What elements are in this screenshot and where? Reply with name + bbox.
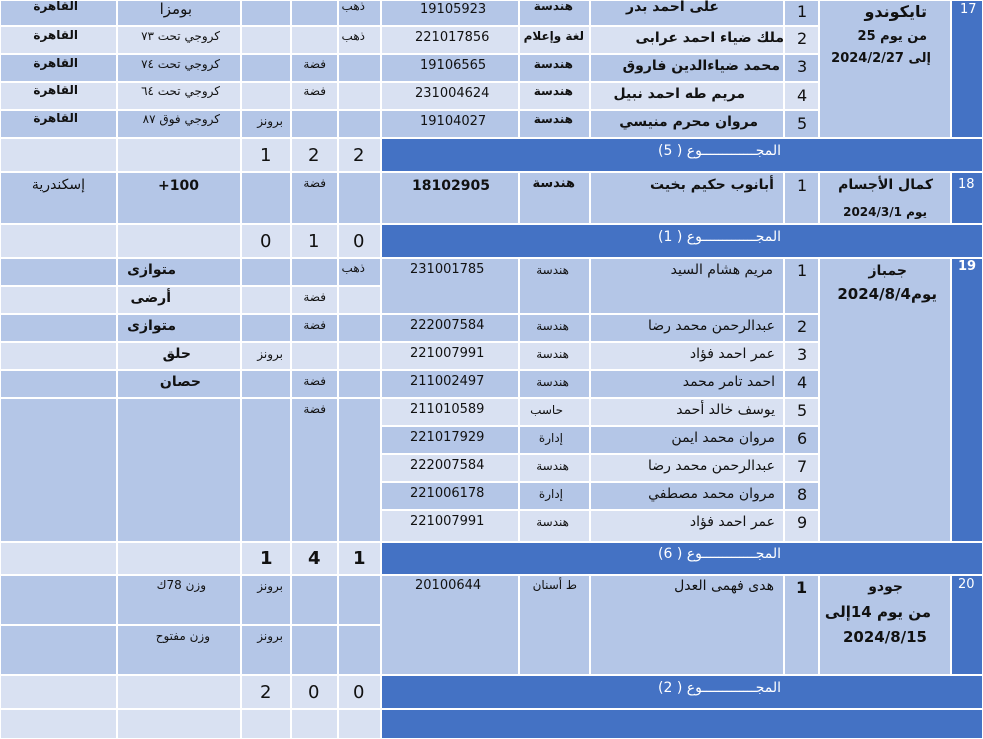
table-cell [241, 398, 291, 542]
row-index: 1 [797, 2, 808, 21]
city: القاهرة [33, 28, 78, 42]
total-bronze: 0 [260, 231, 272, 252]
total-silver: 0 [308, 682, 320, 703]
row-index: 9 [797, 513, 808, 532]
sport-date: إلى 2024/2/27 [831, 51, 931, 66]
row-index: 5 [797, 401, 808, 420]
row-index: 1 [796, 578, 808, 597]
sport-name: جودو [868, 579, 903, 595]
apparatus: حلق [162, 346, 191, 362]
table-cell [0, 286, 117, 314]
table-cell [241, 54, 291, 82]
row-index: 4 [797, 86, 808, 105]
city: إسكندرية [31, 177, 85, 193]
athlete-name: عمر احمد فؤاد [689, 514, 775, 530]
row-index: 5 [797, 114, 808, 133]
table-cell [0, 575, 117, 625]
total-bronze: 2 [260, 682, 272, 703]
medal-silver: فضة [303, 402, 326, 416]
total-bronze: 1 [260, 548, 273, 569]
medal-silver: فضة [303, 318, 326, 332]
medal-silver: فضة [303, 176, 326, 190]
student-id: 221017929 [410, 430, 485, 445]
medal-gold: ذهب [341, 29, 365, 43]
medal-silver: فضة [303, 374, 326, 388]
table-cell [0, 542, 117, 575]
table-cell [0, 224, 117, 258]
student-id: 222007584 [410, 458, 485, 473]
table-cell [291, 398, 338, 542]
table-cell [0, 709, 117, 739]
row-index: 4 [797, 373, 808, 392]
faculty: هندسة [532, 176, 575, 191]
table-cell [0, 138, 117, 172]
table-cell [291, 258, 338, 286]
table-cell [338, 314, 381, 342]
row-index: 6 [797, 429, 808, 448]
table-cell [291, 0, 338, 26]
athlete-name: مروان محمد مصطفي [648, 486, 775, 502]
weight-class: وزن 78ك [156, 578, 206, 592]
table-cell [338, 625, 381, 675]
table-cell [338, 709, 381, 739]
row-number: 20 [958, 577, 975, 592]
table-cell [241, 314, 291, 342]
sport-name: جمباز [868, 263, 907, 279]
faculty: هندسة [536, 319, 569, 333]
city: القاهرة [33, 56, 78, 70]
student-id: 19105923 [420, 2, 487, 17]
athlete-name: يوسف خالد أحمد [676, 402, 775, 418]
student-id: 18102905 [412, 178, 490, 194]
faculty: هندسة [536, 459, 569, 473]
medal-silver: فضة [303, 290, 326, 304]
table-cell [291, 575, 338, 625]
row-number-cell-19 [951, 258, 983, 542]
total-gold: 2 [353, 145, 365, 166]
faculty: هندسة [533, 112, 573, 126]
weight-class: +100 [158, 178, 199, 194]
student-id: 19104027 [420, 114, 487, 129]
sport-name: تايكوندو [864, 2, 927, 21]
row-index: 3 [797, 57, 808, 76]
athlete-name: محمد ضياءالدين فاروق [622, 58, 780, 74]
row-number: 17 [960, 2, 977, 17]
faculty: هندسة [536, 263, 569, 277]
table-cell [117, 138, 241, 172]
weight-class: كروجي تحت ٦٤ [141, 84, 220, 98]
total-silver: 4 [308, 548, 321, 569]
student-id: 211002497 [410, 374, 485, 389]
faculty: هندسة [533, 84, 573, 98]
student-id: 221006178 [410, 486, 485, 501]
table-cell [241, 709, 291, 739]
student-id: 20100644 [415, 578, 482, 593]
table-cell [117, 709, 241, 739]
athlete-name: هدى فهمى العدل [674, 578, 774, 594]
athlete-name: احمد تامر محمد [682, 374, 775, 390]
bottom-bar [381, 709, 983, 739]
athlete-name: عبدالرحمن محمد رضا [647, 458, 775, 474]
city: القاهرة [33, 0, 78, 13]
row-number: 18 [958, 177, 975, 192]
athlete-name: مروان محرم منيسي [619, 114, 758, 130]
group-total-label: المجـــــــــــــوع ( 2) [658, 680, 781, 696]
faculty: هندسة [536, 375, 569, 389]
row-number-cell-17 [951, 0, 983, 138]
sport-date: من يوم 25 [857, 29, 927, 44]
apparatus: متوازى [127, 318, 176, 334]
faculty: هندسة [536, 515, 569, 529]
student-id: 231004624 [415, 86, 490, 101]
table-cell [338, 370, 381, 398]
weight-class: كروجي تحت ٧٤ [141, 57, 220, 71]
row-index: 8 [797, 485, 808, 504]
table-cell [291, 625, 338, 675]
table-cell [241, 286, 291, 314]
table-cell [291, 342, 338, 370]
table-cell [338, 398, 381, 542]
sport-date: 2024/8/15 [842, 628, 927, 646]
row-index: 7 [797, 457, 808, 476]
table-cell [241, 370, 291, 398]
row-index: 2 [797, 317, 808, 336]
athlete-name: مروان محمد ايمن [671, 430, 775, 446]
student-id: 221007991 [410, 346, 485, 361]
table-cell [291, 26, 338, 54]
total-bronze: 1 [260, 145, 272, 166]
table-cell [241, 26, 291, 54]
table-cell [0, 342, 117, 370]
sport-date: يوم2024/8/4 [837, 285, 937, 303]
apparatus: حصان [159, 374, 201, 390]
medal-gold: ذهب [341, 0, 365, 13]
medal-bronze: برونز [257, 347, 283, 361]
sport-name: كمال الأجسام [838, 177, 933, 193]
table-cell [0, 398, 117, 542]
faculty: هندسة [533, 0, 573, 13]
table-cell [338, 172, 381, 224]
table-cell [117, 224, 241, 258]
table-cell [241, 82, 291, 110]
weight-class: وزن مفتوح [155, 629, 210, 643]
city: القاهرة [33, 111, 78, 125]
faculty: إدارة [538, 487, 563, 501]
medal-bronze: برونز [257, 629, 283, 643]
group-total-label: المجـــــــــــــوع ( 1) [658, 229, 781, 245]
table-cell [338, 286, 381, 314]
row-index: 1 [797, 176, 808, 195]
table-cell [338, 110, 381, 138]
table-cell [241, 0, 291, 26]
table-cell [0, 625, 117, 675]
group-total-label: المجـــــــــــــوع ( 5) [658, 143, 781, 159]
sport-date: يوم 2024/3/1 [843, 205, 927, 219]
athlete-name: ملك ضياء احمد عرابى [635, 30, 784, 46]
weight-class: كروجي فوق ٨٧ [142, 112, 220, 126]
table-cell [0, 675, 117, 709]
athlete-name: عمر احمد فؤاد [689, 346, 775, 362]
student-id: 222007584 [410, 318, 485, 333]
table-cell [338, 82, 381, 110]
total-silver: 1 [308, 231, 320, 252]
table-cell [241, 172, 291, 224]
row-index: 2 [797, 29, 808, 48]
medal-silver: فضة [303, 84, 326, 98]
faculty: إدارة [538, 431, 563, 445]
table-cell [338, 575, 381, 625]
weight-class: كروجي تحت ٧٣ [141, 29, 220, 43]
apparatus: متوازى [127, 262, 176, 278]
table-cell [338, 54, 381, 82]
student-id: 231001785 [410, 262, 485, 277]
medal-silver: فضة [303, 57, 326, 71]
faculty: ط أسنان [532, 578, 577, 592]
sport-date: من يوم 14إلى [824, 603, 931, 621]
table-cell [117, 398, 241, 542]
group-total-label: المجـــــــــــــوع ( 6) [658, 546, 781, 562]
table-cell [241, 258, 291, 286]
total-gold: 1 [353, 548, 366, 569]
weight-class: بومزا [159, 0, 192, 18]
faculty: حاسب [530, 403, 563, 417]
athlete-name: أبانوب حكيم بخيت [650, 177, 774, 193]
total-gold: 0 [353, 682, 365, 703]
city: القاهرة [33, 83, 78, 97]
total-silver: 2 [308, 145, 320, 166]
table-cell [0, 370, 117, 398]
medal-bronze: برونز [257, 579, 283, 593]
table-cell [0, 314, 117, 342]
medal-bronze: برونز [257, 114, 283, 128]
total-gold: 0 [353, 231, 365, 252]
table-cell [0, 258, 117, 286]
faculty: هندسة [536, 347, 569, 361]
athlete-name: على احمد بدر [626, 0, 719, 15]
medal-gold: ذهب [341, 261, 365, 275]
table-cell [117, 542, 241, 575]
faculty: هندسة [533, 57, 573, 71]
student-id: 211010589 [410, 402, 485, 417]
student-id: 19106565 [420, 58, 487, 73]
faculty: لغة وإعلام [523, 29, 584, 43]
athlete-name: عبدالرحمن محمد رضا [647, 318, 775, 334]
athlete-name: مريم طه احمد نبيل [613, 86, 745, 102]
student-id: 221007991 [410, 514, 485, 529]
row-index: 3 [797, 345, 808, 364]
student-id: 221017856 [415, 30, 490, 45]
row-number: 19 [958, 259, 977, 274]
table-cell [338, 342, 381, 370]
apparatus: أرضى [130, 290, 171, 306]
row-index: 1 [797, 261, 808, 280]
table-cell [291, 110, 338, 138]
table-cell [117, 675, 241, 709]
athlete-name: مريم هشام السيد [670, 262, 773, 278]
table-cell [291, 709, 338, 739]
